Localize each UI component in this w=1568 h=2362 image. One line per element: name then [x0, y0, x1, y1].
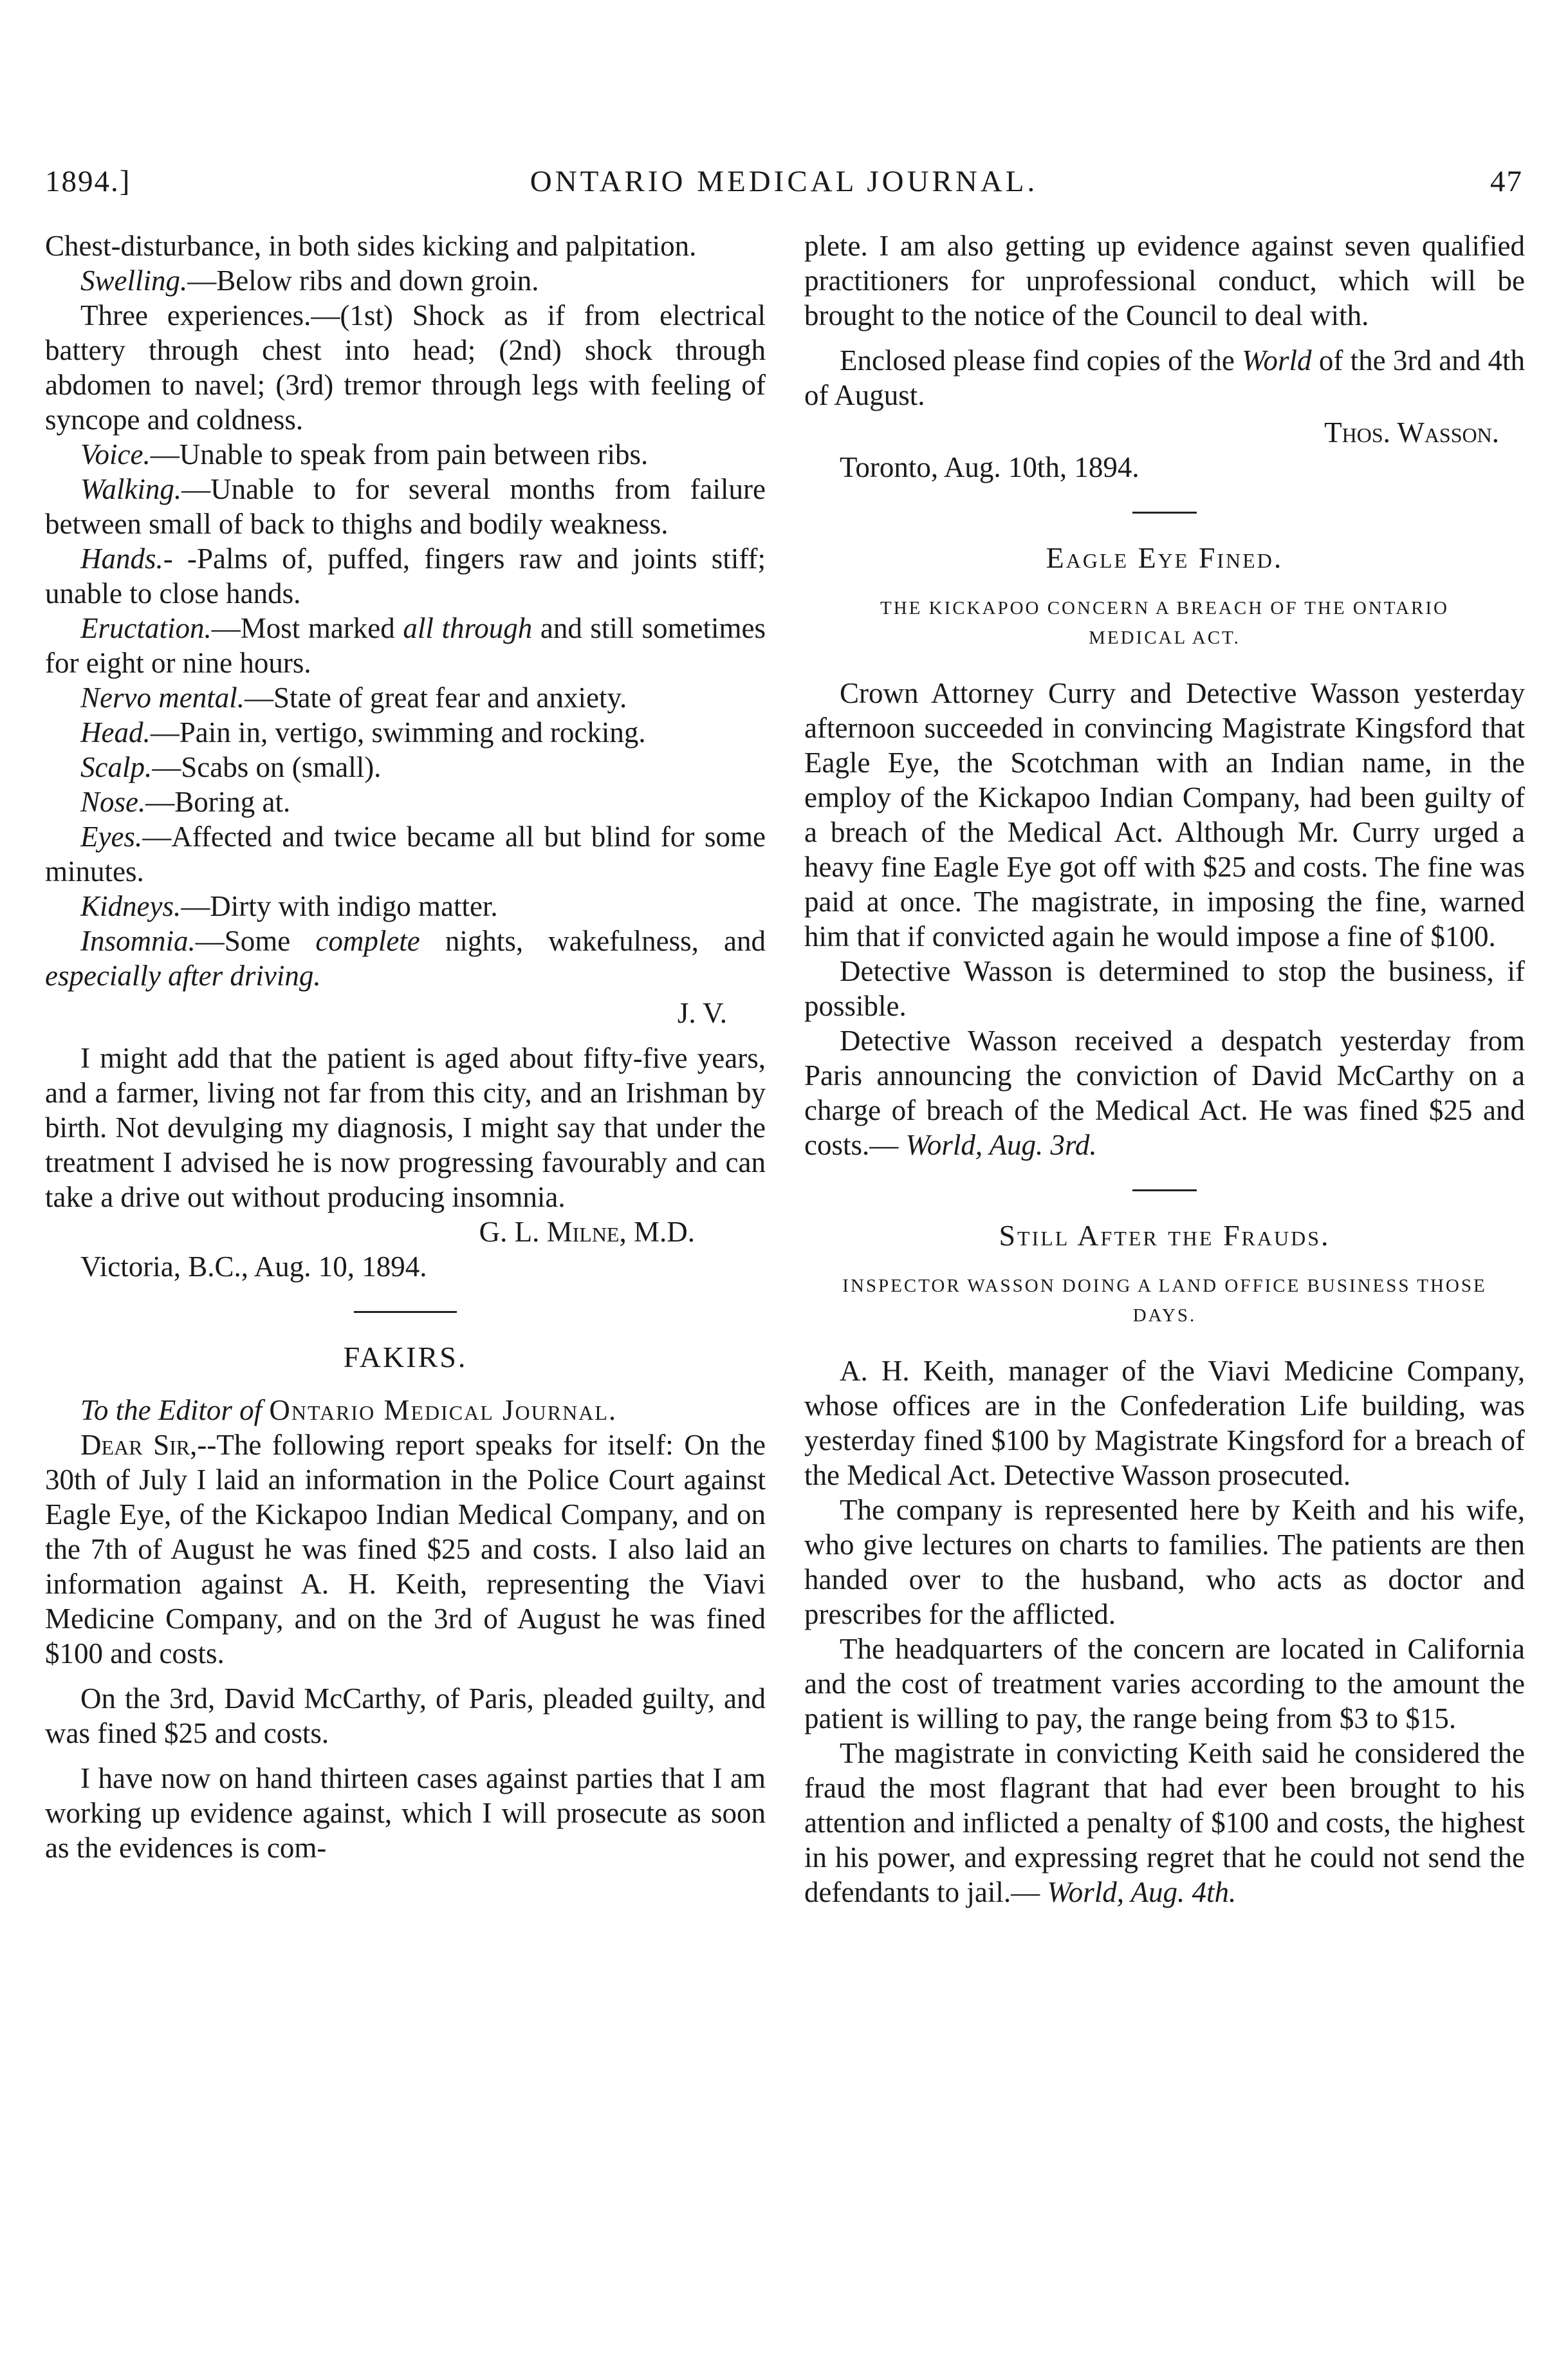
section-divider	[1132, 512, 1197, 514]
symptom-experiences: Three experiences.—(1st) Shock as if from electrical battery through chest into head; (2nd) shock through abdomen to navel; (3rd) tremor through legs with feeling of syncope and coldness.	[45, 299, 766, 436]
symptom-hands: Hands.- -Palms of, puffed, fingers raw and joints stiff; unable to close hands.	[45, 543, 766, 609]
symptom-insomnia: Insomnia.—Some complete nights, wakefulness, and especially after driving.	[45, 925, 766, 992]
page-number: 47	[1490, 165, 1523, 198]
header-journal-title: ONTARIO MEDICAL JOURNAL.	[530, 165, 1038, 198]
symptom-head: Head.—Pain in, vertigo, swimming and rocking.	[80, 716, 646, 749]
symptom-nose: Nose.—Boring at.	[80, 786, 291, 818]
section-title-fakirs: FAKIRS.	[343, 1341, 468, 1373]
symptom-label: Insomnia.	[80, 925, 196, 957]
symptom-label: Hands.	[80, 543, 163, 575]
paragraph-still-2: The company is represented here by Keith and his wife, who give lectures on charts to families. The patients are then handed over to the husband, who acts as doctor and prescribes for the afflicted.	[804, 1494, 1525, 1630]
right-column	[804, 228, 1525, 1910]
symptom-label: Swelling.	[80, 265, 188, 297]
running-header	[45, 164, 1523, 216]
symptom-label: Nose.	[80, 786, 146, 818]
section-title-still-after: Still After the Frauds.	[999, 1219, 1331, 1252]
symptom-voice: Voice.—Unable to speak from pain between ribs.	[80, 438, 649, 470]
paragraph-enclosed: Enclosed please find copies of the World of the 3rd and 4th of August.	[804, 344, 1526, 411]
dateline-victoria: Victoria, B.C., Aug. 10, 1894.	[80, 1251, 427, 1283]
symptom-eyes: Eyes.—Affected and twice became all but blind for some minutes.	[45, 821, 766, 888]
left-column	[45, 228, 766, 1865]
dateline-toronto: Toronto, Aug. 10th, 1894.	[840, 451, 1139, 483]
section-subtitle-still-after: INSPECTOR WASSON DOING A LAND OFFICE BUSINESS THOSE DAYS.	[842, 1276, 1487, 1326]
paragraph-cases: I have now on hand thirteen cases against parties that I am working up evidence against, which I will prosecute as soon as the evidences is com-	[45, 1762, 766, 1864]
section-subtitle-eagle-eye: THE KICKAPOO CONCERN A BREACH OF THE ONTARIO MEDICAL ACT.	[880, 598, 1449, 648]
signature-wasson: Thos. Wasson.	[1324, 416, 1499, 449]
symptom-eructation: Eructation.—Most marked all through and still sometimes for eight or nine hours.	[45, 612, 766, 679]
symptom-scalp: Scalp.—Scabs on (small).	[80, 751, 382, 783]
paragraph-mccarthy: On the 3rd, David McCarthy, of Paris, pleaded guilty, and was fined $25 and costs.	[45, 1682, 766, 1749]
paragraph-continuation: plete. I am also getting up evidence against seven qualified practitioners for unprofessional conduct, which will be brought to the notice of the Council to deal with.	[804, 230, 1525, 331]
section-divider	[354, 1311, 457, 1313]
section-divider	[1132, 1189, 1197, 1191]
symptom-swelling: Swelling.—Below ribs and down groin.	[80, 265, 539, 297]
symptom-kidneys: Kidneys.—Dirty with indigo matter.	[80, 890, 498, 922]
paragraph-still-3: The headquarters of the concern are located in California and the cost of treatment varies according to the amount the patient is willing to pay, the range being from $3 to $15.	[804, 1633, 1525, 1734]
paragraph-eagle-2: Detective Wasson is determined to stop the business, if possible.	[804, 955, 1525, 1022]
paragraph-still-4: The magistrate in convicting Keith said he considered the fraud the most flagrant that had ever been brought to his attention and inflicted a penalty of $100 and costs, the highest in his power, and expressing regret that he could not send the defendants to jail.— World, Aug. 4th.	[804, 1737, 1525, 1908]
symptom-label: Scalp.	[80, 751, 152, 783]
symptom-label: Nervo mental.	[80, 682, 244, 714]
paragraph-patient-note: I might add that the patient is aged about fifty-five years, and a farmer, living not far from this city, and an Irishman by birth. Not devulging my diagnosis, I might say that under the treatment I advised he is now progressing favourably and can take a drive out without producing insomnia.	[45, 1042, 766, 1213]
symptom-label: Walking.	[80, 473, 182, 505]
letter-address: To the Editor of Ontario Medical Journal.	[80, 1394, 618, 1426]
symptom-nervo-mental: Nervo mental.—State of great fear and anxiety.	[80, 682, 627, 714]
paragraph-still-1: A. H. Keith, manager of the Viavi Medicine Company, whose offices are in the Confederation Life building, was yesterday fined $100 by Magistrate Kingsford for a breach of the Medical Act. Detective Wasson prosecuted.	[804, 1355, 1525, 1491]
paragraph-eagle-1: Crown Attorney Curry and Detective Wasson yesterday afternoon succeeded in convincing Magistrate Kingsford that Eagle Eye, the Scotchman with an Indian name, in the employ of the Kickapoo Indian Company, had been guilty of a breach of the Medical Act. Although Mr. Curry urged a heavy fine Eagle Eye got off with $25 and costs. The fine was paid at once. The magistrate, in imposing the fine, warned him that if convicted again he would impose a fine of $100.	[804, 677, 1525, 953]
signature-milne: G. L. Milne, M.D.	[479, 1216, 695, 1248]
paragraph-report: Dear Sir,--The following report speaks for itself: On the 30th of July I laid an information in the Police Court against Eagle Eye, of the Kickapoo Indian Medical Company, and on the 7th of August he was fined $25 and costs. I also laid an information against A. H. Keith, representing the Viavi Medicine Company, and on the 3rd of August he was fined $100 and costs.	[45, 1429, 766, 1669]
paragraph-eagle-3: Detective Wasson received a despatch yesterday from Paris announcing the conviction of David McCarthy on a charge of breach of the Medical Act. He was fined $25 and costs.— World, Aug. 3rd.	[804, 1025, 1525, 1161]
symptom-chest: Chest-disturbance, in both sides kicking and palpitation.	[45, 230, 697, 262]
section-title-eagle-eye: Eagle Eye Fined.	[1046, 541, 1284, 574]
symptom-label: Kidneys.	[80, 890, 181, 922]
symptom-label: Eyes.	[80, 821, 143, 853]
symptom-walking: Walking.—Unable to for several months from failure between small of back to thighs and bodily weakness.	[45, 473, 766, 540]
header-year: 1894.]	[45, 165, 131, 198]
symptom-label: Head.	[80, 716, 151, 749]
symptom-label: Voice.	[80, 438, 151, 470]
signature-jv: J. V.	[677, 997, 727, 1029]
symptom-label: Eructation.	[80, 612, 212, 644]
